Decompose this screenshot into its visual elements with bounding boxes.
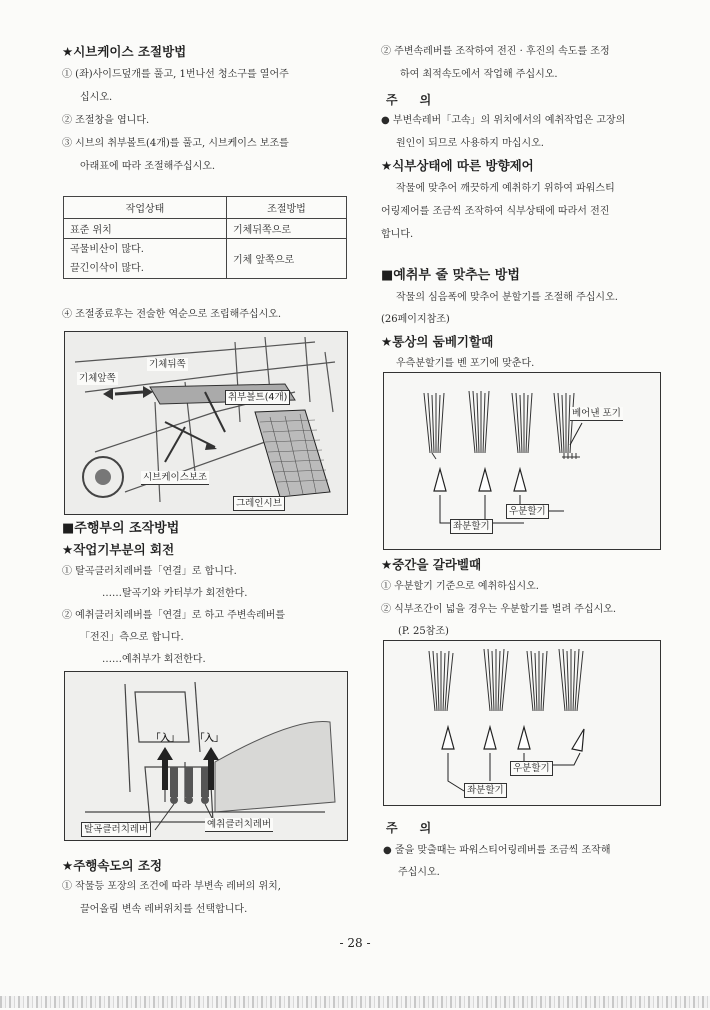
sieve-step-1: ① (좌)사이드덮개를 풀고, 1번나선 청소구를 열어주 bbox=[62, 69, 289, 80]
table-cell-loss-a: 곡물비산이 많다. bbox=[70, 243, 144, 255]
middle-cut-line-2: ② 식부조간이 넓을 경우는 우분할기를 벌려 주십시오. bbox=[381, 604, 617, 615]
label-threshing-clutch: 탈곡클러치레버 bbox=[81, 822, 151, 837]
caution-2-line-1: ● 줄을 맞출때는 파워스티어링레버를 조금씩 조작해 bbox=[383, 845, 611, 856]
middle-cut-figure bbox=[383, 640, 661, 806]
caution-2-line-2: 주십시오. bbox=[398, 867, 440, 878]
table-header-state: 작업상태 bbox=[64, 197, 227, 219]
sieve-step-4: ④ 조절종료후는 전술한 역순으로 조립해주십시오. bbox=[62, 309, 282, 320]
travel-line-1: ① 탈곡클러치레버를「연결」로 합니다. bbox=[62, 566, 237, 577]
direction-title: ★식부상태에 따른 방향제어 bbox=[381, 158, 534, 173]
label-mount-bolt: 취부볼트(4개) bbox=[225, 390, 290, 405]
normal-cut-line: 우측분할기를 벤 포기에 맞춘다. bbox=[396, 358, 535, 369]
speed-title: ★주행속도의 조정 bbox=[62, 858, 163, 873]
normal-cut-figure bbox=[383, 372, 661, 550]
label-rear: 기체뒤쪽 bbox=[149, 359, 186, 370]
label-left-divider: 좌분할기 bbox=[450, 519, 493, 534]
label-cutting-clutch: 예취클러치레버 bbox=[207, 819, 272, 830]
gear-line-2: 하여 최적속도에서 작업해 주십시오. bbox=[400, 69, 558, 80]
travel-line-4: 「전진」측으로 합니다. bbox=[80, 632, 184, 643]
normal-cut-drawing bbox=[384, 373, 660, 549]
direction-line-1: 작물에 맞추어 깨끗하게 예취하기 위하여 파워스티 bbox=[396, 183, 615, 194]
gear-line-1: ② 주변속레버를 조작하여 전진 · 후진의 속도를 조정 bbox=[381, 46, 610, 57]
travel-line-5: ……예취부가 회전한다. bbox=[102, 654, 206, 665]
label-right-divider-2: 우분할기 bbox=[510, 761, 553, 776]
table-cell-loss bbox=[64, 239, 227, 279]
sieve-case-figure bbox=[64, 331, 348, 515]
middle-cut-title: ★중간을 갈라벨때 bbox=[381, 557, 482, 572]
table-cell-standard: 표준 위치 bbox=[64, 219, 227, 239]
caution-1-line-2: 원인이 되므로 사용하지 마십시오. bbox=[396, 138, 544, 149]
label-in-1: 「入」 bbox=[151, 733, 180, 744]
table-cell-loss-b: 끌긴이삭이 많다. bbox=[70, 262, 144, 274]
label-cut-stalk: 베어낸 포기 bbox=[572, 408, 621, 419]
sieve-case-drawing bbox=[65, 332, 347, 514]
page-number: - 28 - bbox=[339, 936, 371, 950]
middle-cut-drawing bbox=[384, 641, 660, 805]
label-front: 기체앞쪽 bbox=[79, 373, 116, 384]
sieve-step-2: ② 조절창을 엽니다. bbox=[62, 115, 150, 126]
caution-1-line-1: ● 부변속레버「고속」의 위치에서의 예취작업은 고장의 bbox=[381, 115, 626, 126]
clutch-lever-drawing bbox=[65, 672, 347, 840]
row-align-line-1: 작물의 심음폭에 맞추어 분할기를 조절해 주십시오. bbox=[396, 292, 618, 303]
label-in-2: 「入」 bbox=[195, 733, 224, 744]
speed-line-1: ① 작물등 포장의 조건에 따라 부변속 레버의 위치, bbox=[62, 881, 281, 892]
caution-1-title: 주의 bbox=[386, 93, 454, 107]
table-header-method: 조절방법 bbox=[227, 197, 347, 219]
middle-cut-line-3: (P. 25참조) bbox=[398, 626, 449, 637]
row-align-line-2: (26페이지참조) bbox=[381, 314, 450, 325]
sieve-adjust-table bbox=[63, 196, 347, 279]
clutch-lever-figure bbox=[64, 671, 348, 841]
direction-line-2: 어링제어를 조금씩 조작하여 식부상태에 따라서 전진 bbox=[381, 206, 610, 217]
label-left-divider-2: 좌분할기 bbox=[464, 783, 507, 798]
scan-artifact bbox=[0, 996, 710, 1008]
sieve-step-3-cont: 아래표에 따라 조절해주십시오. bbox=[80, 161, 216, 172]
speed-line-2: 끌어올림 변속 레버위치를 선택합니다. bbox=[80, 904, 248, 915]
sieve-title: ★시브케이스 조절방법 bbox=[62, 44, 187, 59]
normal-cut-title: ★통상의 둠베기할때 bbox=[381, 334, 494, 349]
label-right-divider: 우분할기 bbox=[506, 504, 549, 519]
direction-line-3: 합니다. bbox=[381, 229, 414, 240]
row-align-section-title: ■예취부 줄 맞추는 방법 bbox=[381, 268, 520, 283]
middle-cut-line-1: ① 우분할기 기준으로 예취하십시오. bbox=[381, 581, 539, 592]
travel-line-2: ……탈곡기와 카터부가 회전한다. bbox=[102, 588, 248, 599]
table-cell-front: 기체 앞쪽으로 bbox=[227, 239, 347, 279]
table-cell-rear: 기체뒤쪽으로 bbox=[227, 219, 347, 239]
travel-subtitle: ★작업기부분의 회전 bbox=[62, 542, 175, 557]
sieve-step-1-cont: 십시오. bbox=[80, 92, 113, 103]
travel-line-3: ② 예취클러치레버를「연결」로 하고 주변속레버를 bbox=[62, 610, 286, 621]
travel-section-title: ■주행부의 조작방법 bbox=[62, 521, 180, 536]
label-grain-sieve: 그레인시브 bbox=[233, 496, 285, 511]
caution-2-title: 주의 bbox=[386, 821, 454, 835]
sieve-step-3: ③ 시브의 취부볼트(4개)를 풀고, 시브케이스 보조를 bbox=[62, 138, 289, 149]
label-sieve-case: 시브케이스보조 bbox=[143, 472, 208, 483]
